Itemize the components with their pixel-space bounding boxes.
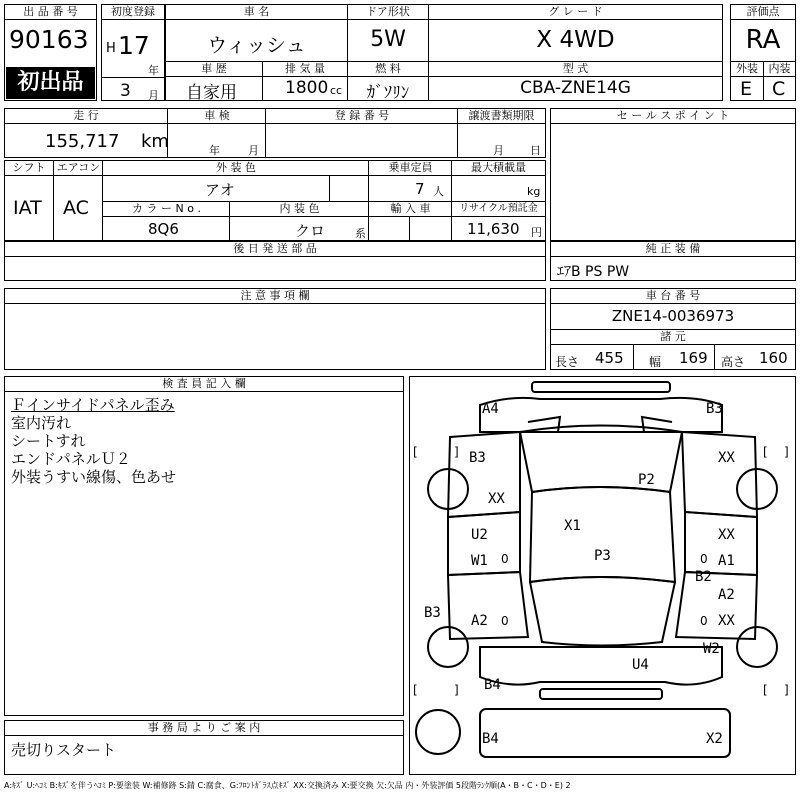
registration-month: 3 bbox=[120, 81, 131, 101]
damage-mark: X2 bbox=[706, 731, 723, 747]
model-code: CBA-ZNE14G bbox=[520, 78, 631, 98]
int-color-unit: 系 bbox=[355, 227, 366, 240]
month-unit: 月 bbox=[148, 89, 159, 101]
equipment-box bbox=[550, 241, 796, 281]
inspection-year-unit: 年 bbox=[209, 144, 220, 157]
max-load-label: 最大積載量 bbox=[451, 160, 546, 176]
damage-mark: U4 bbox=[632, 657, 649, 673]
bracket-right: ] bbox=[454, 683, 459, 697]
damage-mark: B3 bbox=[706, 401, 723, 417]
bracket-left: [ bbox=[763, 445, 768, 459]
import-label: 輸 入 車 bbox=[368, 201, 453, 217]
inspector-notes-box bbox=[4, 376, 404, 716]
mileage-row bbox=[4, 108, 546, 158]
dimensions-box bbox=[550, 329, 796, 370]
legend-text: A:ｷｽﾞ U:ﾍｺﾐ B:ｷｽﾞを伴うﾍｺﾐ P:要塗装 W:補修跡 S:錆 C:腐食、G:ﾌﾛﾝﾄｶﾞﾗｽ点ｷｽﾞ XX:交換済み X:要交換 欠:欠品 内・外装評価 5段階ﾗﾝｸ順(A・B・C・D・E) 2 bbox=[4, 781, 571, 790]
damage-mark: X1 bbox=[564, 518, 581, 534]
capacity: 7 bbox=[415, 180, 425, 198]
damage-mark: W2 bbox=[703, 641, 720, 657]
exterior-label: 外装 bbox=[730, 61, 764, 77]
registration-year: 17 bbox=[118, 31, 150, 60]
door-type: 5W bbox=[370, 27, 406, 52]
model-code-label: 型 式 bbox=[428, 61, 723, 77]
exterior-score: E bbox=[740, 78, 753, 100]
dimensions-label: 諸 元 bbox=[550, 329, 796, 345]
grade-label: グ レ ー ド bbox=[428, 4, 723, 20]
capacity-label: 乗車定員 bbox=[368, 160, 453, 176]
damage-mark: A2 bbox=[718, 587, 735, 603]
capacity-unit: 人 bbox=[433, 185, 444, 198]
aircon: AC bbox=[63, 197, 89, 219]
bracket-right: ] bbox=[454, 445, 459, 459]
inspector-note-line: シートすれ bbox=[11, 432, 86, 450]
model-code-box bbox=[428, 61, 723, 101]
chassis-label: 車 台 番 号 bbox=[550, 288, 796, 304]
displacement: 1800 bbox=[285, 78, 329, 98]
color-no-label: カ ラ ー N o . bbox=[102, 201, 231, 217]
bracket-left: [ bbox=[763, 683, 768, 697]
transfer-day-unit: 日 bbox=[530, 144, 541, 157]
damage-mark: B4 bbox=[482, 731, 499, 747]
grade: X 4WD bbox=[536, 27, 615, 53]
damage-mark: XX bbox=[718, 527, 735, 543]
interior-score: C bbox=[772, 78, 786, 100]
car-history: 自家用 bbox=[186, 83, 237, 101]
office-notes-label: 事 務 局 よ り ご 案 内 bbox=[4, 720, 404, 736]
office-note: 売切りスタート bbox=[11, 741, 117, 759]
parts-later-box bbox=[4, 241, 546, 281]
transfer-deadline-label: 譲渡書類期限 bbox=[457, 108, 546, 124]
damage-mark: B2 bbox=[695, 569, 712, 585]
car-outline bbox=[410, 377, 795, 774]
damage-mark: XX bbox=[718, 613, 735, 629]
ext-int-score-box bbox=[730, 61, 796, 101]
fuel-type: ｶﾞｿﾘﾝ bbox=[366, 83, 410, 101]
damage-mark: U2 bbox=[471, 527, 488, 543]
height: 160 bbox=[759, 349, 788, 367]
width: 169 bbox=[679, 349, 708, 367]
history-displacement-box bbox=[165, 61, 348, 101]
mileage-unit: km bbox=[141, 131, 169, 152]
bracket-left: [ bbox=[413, 683, 418, 697]
listing-number: 90163 bbox=[9, 25, 89, 54]
era-label: H bbox=[106, 41, 116, 56]
equipment-label: 純 正 装 備 bbox=[550, 241, 796, 257]
color-number: 8Q6 bbox=[148, 220, 179, 238]
int-color: クロ bbox=[295, 222, 326, 240]
ext-color-label: 外 装 色 bbox=[102, 160, 370, 176]
inspector-note-line: 外装うすい線傷、色あせ bbox=[11, 468, 177, 486]
chassis-box bbox=[550, 288, 796, 330]
mileage: 155,717 bbox=[45, 131, 120, 152]
year-unit: 年 bbox=[148, 64, 159, 77]
recycle-deposit: 11,630 bbox=[467, 220, 520, 238]
damage-mark: A1 bbox=[718, 553, 735, 569]
bracket-left: [ bbox=[413, 445, 418, 459]
listing-number-label: 出 品 番 号 bbox=[4, 4, 97, 20]
inspection-label: 車 検 bbox=[167, 108, 267, 124]
caution-label: 注 意 事 項 欄 bbox=[4, 288, 546, 304]
bracket-right: ] bbox=[784, 683, 789, 697]
inspector-note-line: 室内汚れ bbox=[11, 414, 72, 432]
first-registration-label: 初度登録 bbox=[101, 4, 165, 20]
shift: IAT bbox=[13, 197, 42, 219]
equipment: ｴｱB PS PW bbox=[557, 264, 630, 280]
registration-number-label: 登 録 番 号 bbox=[265, 108, 459, 124]
displacement-unit: cc bbox=[330, 84, 343, 97]
height-label: 高さ bbox=[721, 355, 746, 369]
damage-mark: A4 bbox=[482, 401, 499, 417]
chassis-number: ZNE14-0036973 bbox=[611, 307, 735, 325]
zero-mark: 0 bbox=[700, 552, 708, 566]
parts-later-label: 後 日 発 送 部 品 bbox=[4, 241, 546, 257]
listing-number-box bbox=[4, 4, 97, 101]
transfer-month-unit: 月 bbox=[493, 144, 504, 157]
displacement-label: 排 気 量 bbox=[262, 61, 348, 77]
car-name: ウィッシュ bbox=[207, 33, 306, 57]
inspector-note-line: Ｆインサイドパネル歪み bbox=[11, 396, 175, 414]
shift-label: シフト bbox=[4, 160, 54, 176]
interior-label: 内装 bbox=[763, 61, 796, 77]
zero-mark: 0 bbox=[700, 614, 708, 628]
inspection-month-unit: 月 bbox=[248, 144, 259, 157]
damage-mark: XX bbox=[488, 491, 505, 507]
caution-box bbox=[4, 288, 546, 370]
sales-point-label: セ ー ル ス ポ イ ン ト bbox=[550, 108, 796, 124]
damage-mark: B3 bbox=[469, 450, 486, 466]
car-name-box bbox=[165, 4, 348, 62]
recycle-label: リサイクル預託金 bbox=[451, 201, 546, 217]
max-load-unit: kg bbox=[527, 185, 541, 198]
office-notes-box bbox=[4, 720, 404, 775]
sales-point-box bbox=[550, 108, 796, 241]
inspector-notes-label: 検 査 員 記 入 欄 bbox=[4, 376, 404, 392]
score-label: 評価点 bbox=[730, 4, 796, 20]
car-name-label: 車 名 bbox=[165, 4, 348, 20]
zero-mark: 0 bbox=[501, 614, 509, 628]
recycle-unit: 円 bbox=[531, 226, 542, 239]
spec-row bbox=[4, 160, 546, 241]
bracket-right: ] bbox=[784, 445, 789, 459]
length: 455 bbox=[595, 349, 624, 367]
score-box bbox=[730, 4, 796, 62]
inspector-note-line: エンドパネルＵ２ bbox=[11, 450, 131, 468]
damage-mark: B3 bbox=[424, 605, 441, 621]
damage-mark: B4 bbox=[484, 677, 501, 693]
grade-box bbox=[428, 4, 723, 62]
first-registration-box bbox=[101, 4, 165, 101]
fuel-label: 燃 料 bbox=[347, 61, 429, 77]
damage-mark: P3 bbox=[594, 548, 611, 564]
aircon-label: エアコン bbox=[53, 160, 104, 176]
door-label: ドア形状 bbox=[347, 4, 429, 20]
damage-mark: W1 bbox=[471, 553, 488, 569]
damage-mark: XX bbox=[718, 450, 735, 466]
mileage-label: 走 行 bbox=[4, 108, 168, 124]
car-damage-diagram bbox=[409, 376, 796, 775]
damage-mark: P2 bbox=[638, 472, 655, 488]
ext-color: アオ bbox=[205, 181, 235, 199]
history-label: 車 歴 bbox=[165, 61, 263, 77]
damage-mark: A2 bbox=[471, 613, 488, 629]
door-box bbox=[347, 4, 429, 62]
width-label: 幅 bbox=[649, 355, 662, 369]
length-label: 長さ bbox=[555, 355, 580, 369]
int-color-label: 内 装 色 bbox=[229, 201, 370, 217]
first-listing-badge: 初出品 bbox=[6, 67, 95, 99]
fuel-box bbox=[347, 61, 429, 101]
zero-mark: 0 bbox=[501, 552, 509, 566]
score: RA bbox=[745, 25, 781, 55]
